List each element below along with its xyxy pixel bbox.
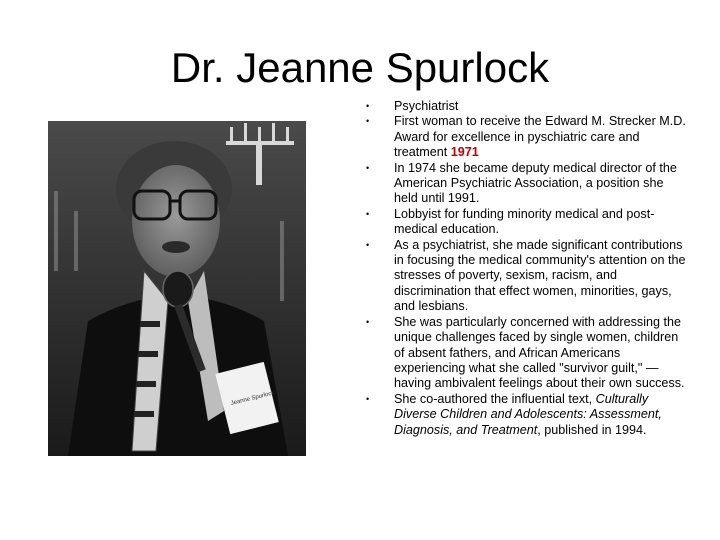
- highlight-year: 1971: [450, 145, 479, 160]
- bullet-text: Psychiatrist: [394, 99, 459, 113]
- bullet-text: She was particularly concerned with addressing the unique challenges faced by single women, children of absent fathers, and African Americans experiencing what she called "survivor guilt," —having ambivalent feelings about their own success.: [394, 314, 685, 391]
- slide-title: Dr. Jeanne Spurlock: [170, 44, 550, 91]
- bullet-text: As a psychiatrist, she made significant contributions in focusing the medical community's attention on the stresses of poverty, sexism, racism, and discrimination that effect women, minorities, gays, and lesbians.: [394, 237, 686, 314]
- bullet-text: , published in 1994.: [537, 422, 647, 437]
- bullet-icon: •: [366, 393, 370, 404]
- list-item: [366, 392, 686, 438]
- book-title: Culturally Diverse Children and Adolescents: Assessment, Diagnosis, and Treatment: [394, 391, 662, 437]
- bullet-text: She co-authored the influential text,: [394, 391, 596, 406]
- bullet-list: [366, 99, 686, 438]
- list-item: [366, 207, 686, 238]
- list-item: [366, 114, 686, 160]
- bullet-text: First woman to receive the Edward M. Strecker M.D. Award for excellence in pyschiatric care and treatment: [394, 114, 686, 160]
- bullet-icon: •: [366, 208, 370, 219]
- list-item: [366, 161, 686, 207]
- bullet-text: Lobbyist for funding minority medical and post-medical education.: [394, 206, 655, 237]
- bullet-icon: •: [366, 101, 370, 111]
- list-item: [366, 99, 686, 114]
- bullet-icon: •: [366, 316, 370, 327]
- bullet-icon: •: [366, 116, 370, 127]
- list-item: [366, 315, 686, 392]
- bullet-icon: •: [366, 239, 370, 250]
- bullet-text: In 1974 she became deputy medical director of the American Psychiatric Association, a position she held until 1991.: [394, 160, 677, 206]
- badge-text: Jeanne Spurlock: [230, 390, 276, 407]
- bullet-icon: •: [366, 162, 370, 173]
- list-item: [366, 238, 686, 315]
- portrait-photo: [48, 121, 306, 456]
